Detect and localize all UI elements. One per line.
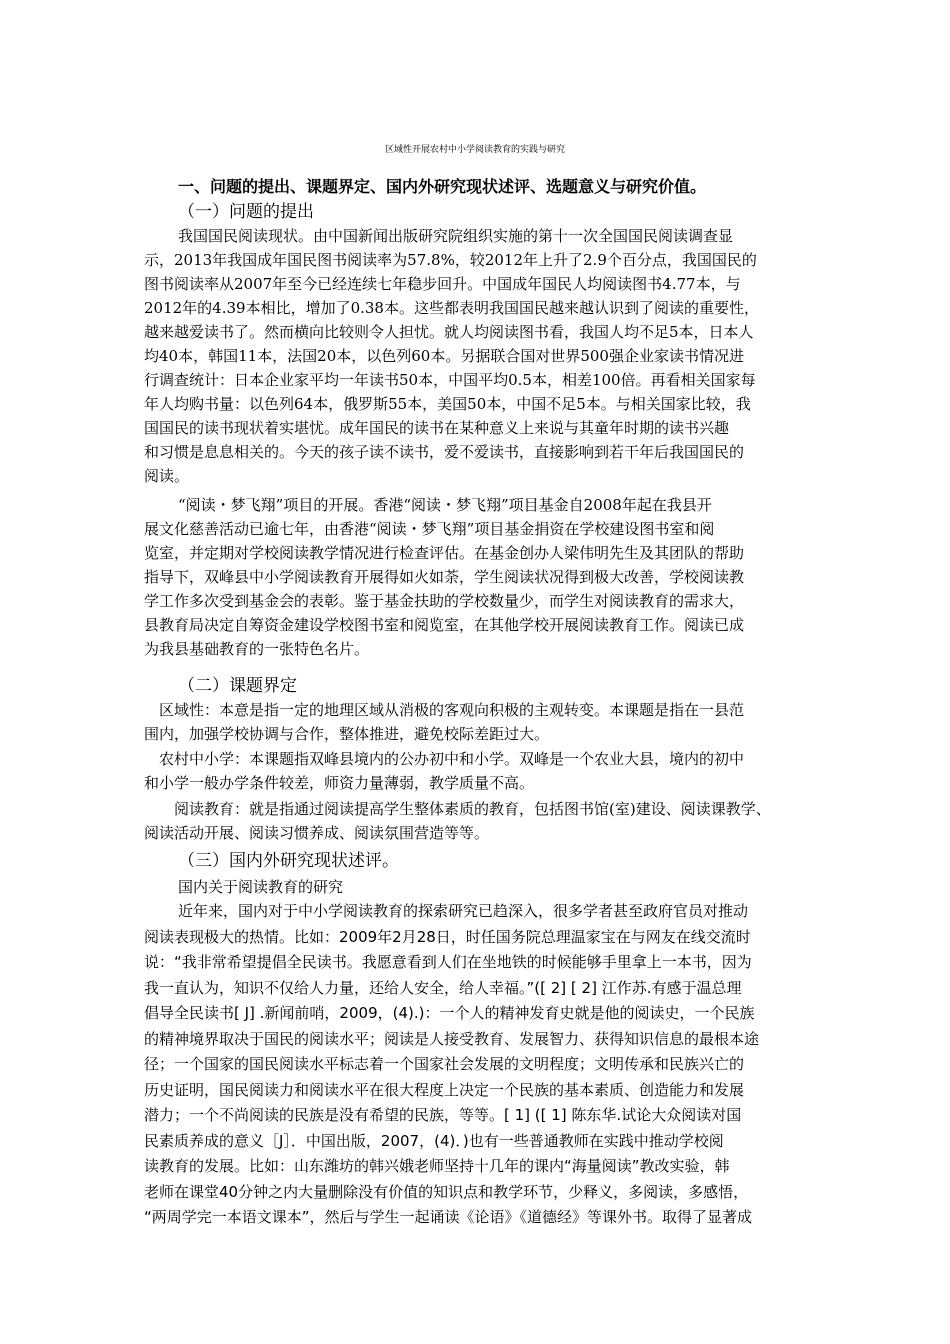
text-line: 老师在课堂40分钟之内大量删除没有价值的知识点和教学环节，少释义，多阅读，多感悟， xyxy=(144,1182,749,1201)
text-line: 历史证明，国民阅读力和阅读水平在很大程度上决定一个民族的基本素质、创造能力和发展 xyxy=(144,1080,745,1099)
text-line: 民素质养成的意义［J］．中国出版，2007，(4)．)也有一些普通教师在实践中推动学校阅 xyxy=(144,1131,724,1150)
text-line: 区域性：本意是指一定的地理区域从消极的客观向积极的主观转变。本课题是指在一县范 xyxy=(159,701,745,719)
text-line: 阅读活动开展、阅读习惯养成、阅读氛围营造等等。 xyxy=(144,824,490,842)
text-line: “阅读・梦飞翔”项目的开展。香港“阅读・梦飞翔”项目基金自2008年起在我县开 xyxy=(178,496,712,514)
text-line: 阅读。 xyxy=(144,467,190,485)
document-title: 区域性开展农村中小学阅读教育的实践与研究 xyxy=(384,145,565,155)
text-line: 围内，加强学校协调与合作，整体推进，避免校际差距过大。 xyxy=(144,725,550,743)
subsubsection-heading-domestic: 国内关于阅读教育的研究 xyxy=(178,878,344,896)
subsection-heading-problem: （一）问题的提出 xyxy=(178,202,314,222)
text-line: 为我县基础教育的一张特色名片。 xyxy=(144,640,370,658)
text-line: 农村中小学：本课题指双峰县境内的公办初中和小学。双峰是一个农业大县，境内的初中 xyxy=(159,750,745,768)
text-line: 径；一个国家的国民阅读水平标志着一个国家社会发展的文明程度；文明传承和民族兴亡的 xyxy=(144,1055,745,1073)
text-line: 我国国民阅读现状。由中国新闻出版研究院组织实施的第十一次全国国民阅读调查显 xyxy=(178,227,734,245)
text-line: 潜力；一个不尚阅读的民族是没有希望的民族，等等。[ 1] ([ 1] 陈东华.试论大众阅读对国 xyxy=(144,1106,742,1124)
text-line: 学工作多次受到基金会的表彰。鉴于基金扶助的学校数量少，而学生对阅读教育的需求大， xyxy=(144,592,745,610)
text-line: 和小学一般办学条件较差，师资力量薄弱，教学质量不高。 xyxy=(144,774,535,792)
text-line: 行调查统计：日本企业家平均一年读书50本，中国平均0.5本，相差100倍。再看相关国家每 xyxy=(144,371,756,389)
text-line: 国国民的读书现状着实堪忧。成年国民的读书在某种意义上来说与其童年时期的读书兴趣 xyxy=(144,419,730,437)
subsection-heading-research-review: （三）国内外研究现状述评。 xyxy=(178,851,399,871)
definition-region xyxy=(144,698,812,746)
text-line: 县教育局决定自筹资金建设学校图书室和阅览室，在其他学校开展阅读教育工作。阅读已成 xyxy=(144,616,745,634)
text-line: 越来越爱读书了。然而横向比较则令人担忧。就人均阅读图书看，我国人均不足5本，日本人 xyxy=(144,323,754,341)
text-line: 的精神境界取决于国民的阅读水平；阅读是人接受教育、发展智力、获得知识信息的最根本途 xyxy=(144,1029,760,1048)
text-line: 展文化慈善活动已逾七年，由香港“阅读・梦飞翔”项目基金捐资在学校建设图书室和阅 xyxy=(144,520,715,538)
text-line: 览室，并定期对学校阅读教学情况进行检查评估。在基金创办人梁伟明先生及其团队的帮助 xyxy=(144,544,745,562)
text-line: 年人均购书量：以色列64本，俄罗斯55本，美国50本，中国不足5本。与相关国家比较，我 xyxy=(144,395,751,413)
text-line: “两周学完一本语文课本”，然后与学生一起诵读《论语》《道德经》等课外书。取得了显著成 xyxy=(144,1208,753,1226)
subsection-heading-definition: （二）课题界定 xyxy=(178,676,297,696)
text-line: 均40本，韩国11本，法国20本，以色列60本。另据联合国对世界500强企业家读书情况进 xyxy=(144,347,744,365)
text-line: 和习惯是息息相关的。今天的孩子读不读书，爱不爱读书，直接影响到若干年后我国国民的 xyxy=(144,443,745,461)
text-line: 2012年的4.39本相比，增加了0.38本。这些都表明我国国民越来越认识到了阅读的重要性， xyxy=(144,299,759,317)
text-line: 阅读表现极大的热情。比如：2009年2月28日，时任国务院总理温家宝在与网友在线交流时 xyxy=(144,927,751,946)
text-line: 读教育的发展。比如：山东潍坊的韩兴娥老师坚持十几年的课内“海量阅读”教改实验，韩 xyxy=(144,1157,730,1175)
text-line: 示，2013年我国成年国民图书阅读率为57.8%，较2012年上升了2.9个百分点，我国国民的 xyxy=(144,251,757,269)
text-line: 我一直认为，知识不仅给人力量，还给人安全，给人幸福。”([ 2] [ 2] 江作苏.有感于温总理 xyxy=(144,978,742,997)
paragraph-reading-status xyxy=(144,224,812,488)
text-line: 图书阅读率从2007年至今已经连续七年稳步回升。中国成年国民人均阅读图书4.77本，与 xyxy=(144,275,741,293)
paragraph-project xyxy=(144,493,812,661)
text-line: 倡导全民读书[ J] .新闻前哨，2009，(4).)：一个人的精神发育史就是他的阅读史，一个民族 xyxy=(144,1004,755,1022)
text-line: 近年来，国内对于中小学阅读教育的探索研究已趋深入，很多学者甚至政府官员对推动 xyxy=(178,902,749,920)
text-line: 说：“我非常希望提倡全民读书。我愿意看到人们在坐地铁的时候能够手里拿上一本书，因为 xyxy=(144,953,752,971)
text-line: 指导下，双峰县中小学阅读教育开展得如火如荼，学生阅读状况得到极大改善，学校阅读教 xyxy=(144,568,745,586)
text-line: 阅读教育：就是指通过阅读提高学生整体素质的教育，包括图书馆(室)建设、阅读课教学、 xyxy=(174,800,771,818)
paragraph-domestic-research xyxy=(144,899,812,1231)
definition-reading-education xyxy=(144,797,812,845)
definition-rural-schools xyxy=(144,747,812,795)
section-heading-1: 一、问题的提出、课题界定、国内外研究现状述评、选题意义与研究价值。 xyxy=(178,177,707,196)
